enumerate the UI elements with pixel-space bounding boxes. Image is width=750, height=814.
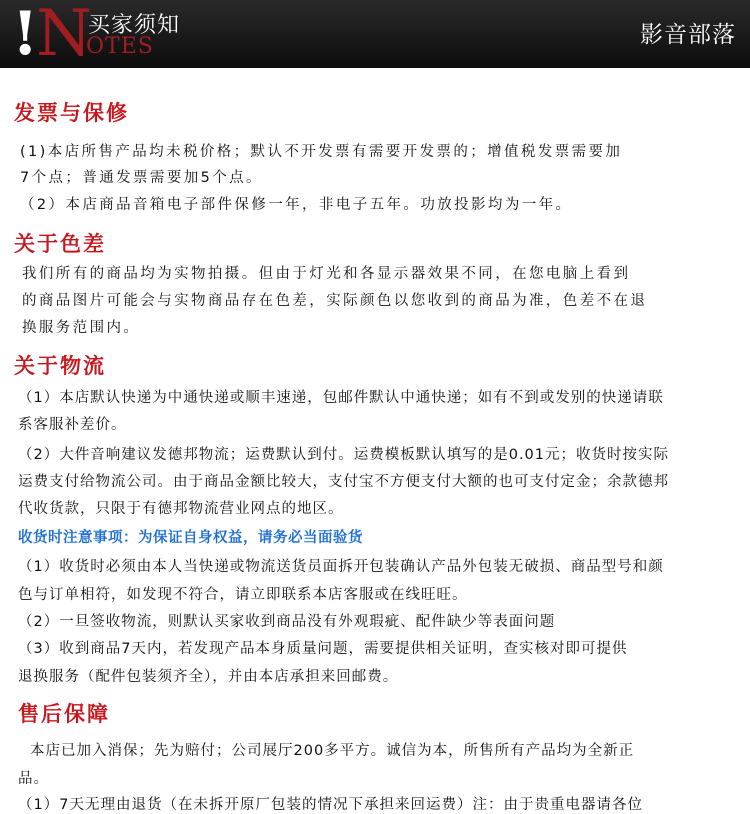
receipt-line-1: （1）收货时必须由本人当快递或物流送货员面拆开包装确认产品外包装无破损、商品型号和颜 [18, 559, 664, 575]
color-line-3: 换服务范围内。 [22, 320, 141, 336]
exclamation-mark: ! [12, 0, 39, 69]
logistics-line-4: 运费支付给物流公司。由于商品金额比较大，支付宝不方便支付大额的也可支付定金；余款德邦 [18, 474, 669, 490]
receipt-line-4: （3）收到商品7天内，若发现产品本身质量问题，需要提供相关证明，查实核对即可提供 [18, 641, 628, 657]
logistics-line-2: 系客服补差价。 [18, 417, 127, 433]
notes-word-rest: OTES [86, 34, 154, 59]
aftersale-line-1: 本店已加入消保；先为赔付；公司展厅200多平方。诚信为本，所售所有产品均为全新正 [30, 743, 635, 759]
aftersale-line-2: 品。 [18, 771, 49, 787]
section-title-aftersale: 售后保障 [18, 702, 110, 726]
logistics-line-3: （2）大件音响建议发德邦物流；运费默认到付。运费模板默认填写的是0.01元；收货时按实际 [18, 447, 670, 463]
notice-header-banner [0, 0, 750, 71]
receipt-line-5: 退换服务（配件包装须齐全），并由本店承担来回邮费。 [18, 669, 399, 685]
receipt-line-3: （2）一旦签收物流，则默认买家收到商品没有外观瑕疵、配件缺少等表面问题 [18, 614, 556, 630]
section-title-color: 关于色差 [14, 232, 106, 256]
page-title: 买家须知 [88, 13, 181, 38]
invoice-line-3: （2）本店商品音箱电子部件保修一年，非电子五年。功放投影均为一年。 [20, 197, 573, 213]
receipt-notice-heading: 收货时注意事项：为保证自身权益，请务必当面验货 [18, 530, 363, 546]
notes-initial-letter: N [36, 0, 92, 71]
invoice-line-1: (1)本店所售产品均未税价格；默认不开发票有需要开发票的；增值税发票需要加 [20, 144, 623, 160]
logistics-line-5: 代收货款，只限于有德邦物流营业网点的地区。 [18, 501, 344, 517]
section-title-logistics: 关于物流 [14, 354, 106, 378]
section-title-invoice: 发票与保修 [14, 101, 129, 125]
color-line-1: 我们所有的商品均为实物拍摄。但由于灯光和各显示器效果不同，在您电脑上看到 [22, 266, 631, 282]
invoice-line-2: 7个点；普通发票需要加5个点。 [20, 170, 263, 186]
logistics-line-1: （1）本店默认快递为中通快递或顺丰速递，包邮件默认中通快递；如有不到或发别的快递请联 [18, 390, 664, 406]
color-line-2: 的商品图片可能会与实物商品存在色差，实际颜色以您收到的商品为准，色差不在退 [22, 293, 648, 309]
receipt-line-2: 色与订单相符，如发现不符合，请立即联系本店客服或在线旺旺。 [18, 587, 468, 603]
aftersale-line-3: （1）7天无理由退货（在未拆开原厂包装的情况下承担来回运费）注：由于贵重电器请各位 [18, 797, 643, 813]
brand-name: 影音部落 [640, 22, 736, 48]
